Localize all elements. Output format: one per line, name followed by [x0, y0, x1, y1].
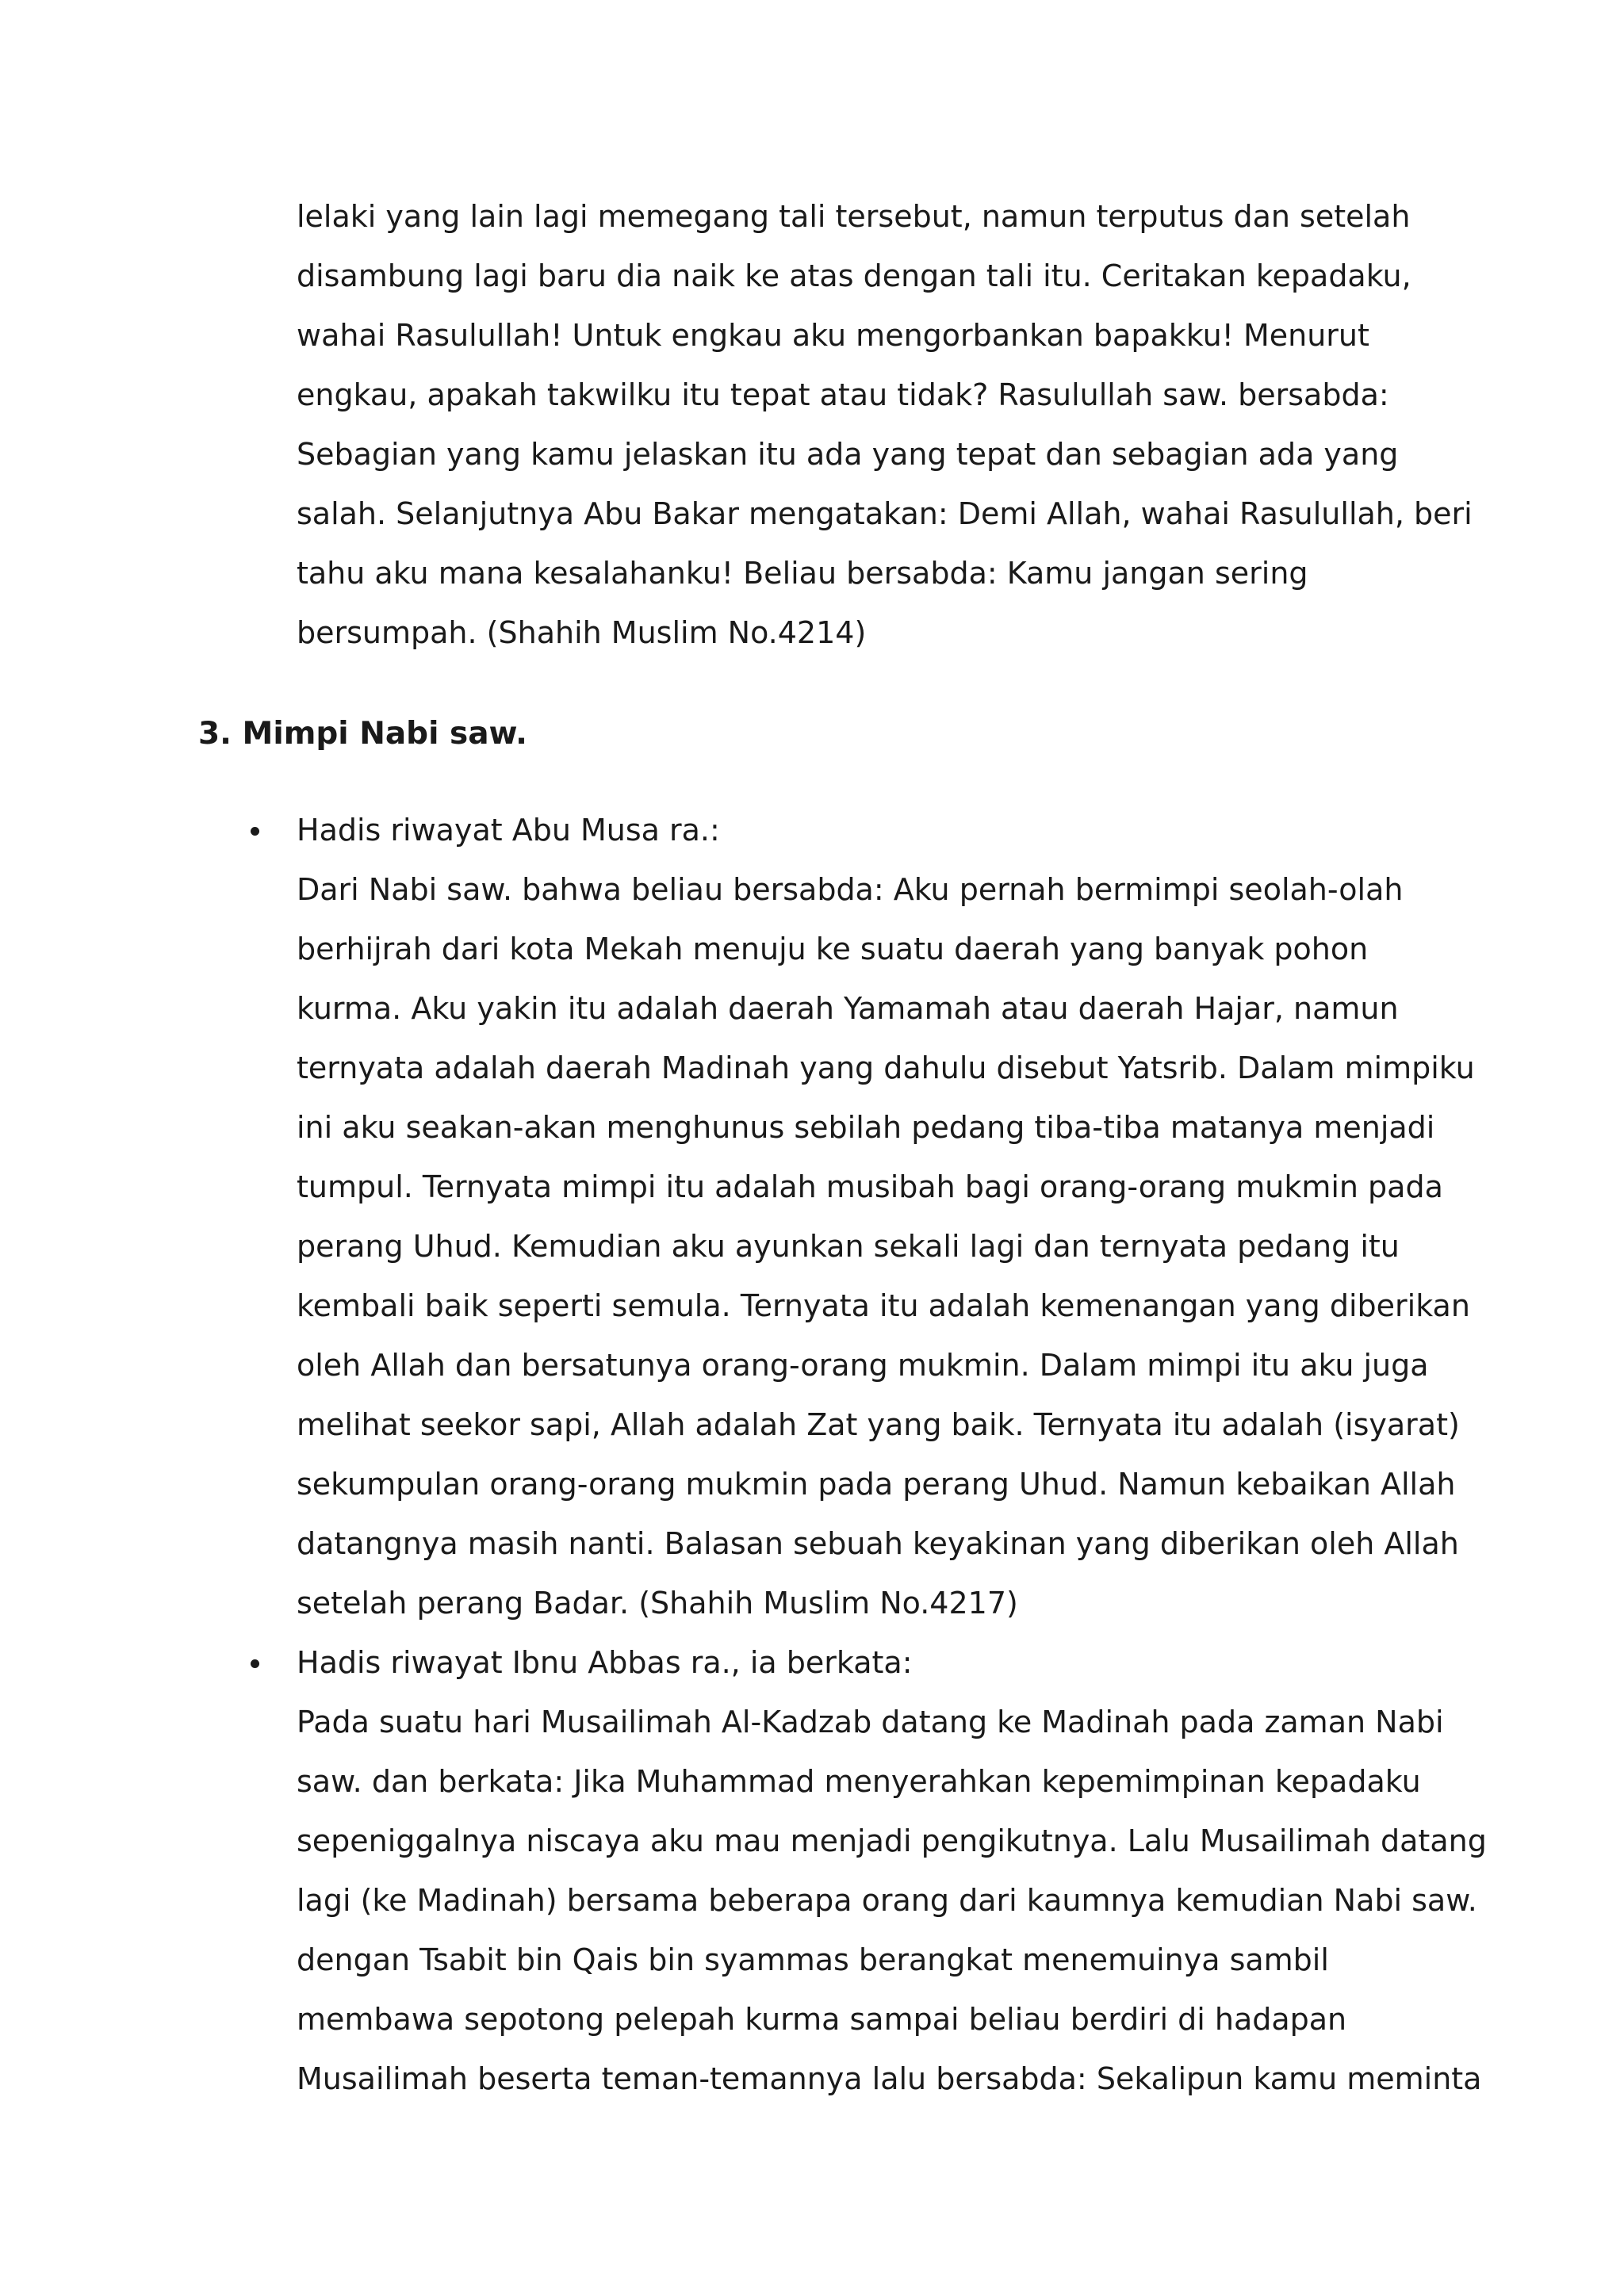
text-line: setelah perang Badar. (Shahih Muslim No.4217) — [297, 1586, 1018, 1621]
text-line: Pada suatu hari Musailimah Al-Kadzab datang ke Madinah pada zaman Nabi — [297, 1705, 1444, 1739]
text-line: kembali baik seperti semula. Ternyata itu adalah kemenangan yang diberikan — [297, 1288, 1470, 1323]
text-line: salah. Selanjutnya Abu Bakar mengatakan: Demi Allah, wahai Rasulullah, beri — [297, 496, 1473, 531]
text-line: datangnya masih nanti. Balasan sebuah keyakinan yang diberikan oleh Allah — [297, 1526, 1459, 1561]
text-line: perang Uhud. Kemudian aku ayunkan sekali lagi dan ternyata pedang itu — [297, 1229, 1400, 1264]
text-line: sepeniggalnya niscaya aku mau menjadi pengikutnya. Lalu Musailimah datang — [297, 1823, 1487, 1858]
text-line: lelaki yang lain lagi memegang tali tersebut, namun terputus dan setelah — [297, 199, 1411, 234]
text-line: Sebagian yang kamu jelaskan itu ada yang tepat dan sebagian ada yang — [297, 437, 1399, 472]
text-line: sekumpulan orang-orang mukmin pada perang Uhud. Namun kebaikan Allah — [297, 1467, 1456, 1502]
text-line: saw. dan berkata: Jika Muhammad menyerahkan kepemimpinan kepadaku — [297, 1764, 1421, 1799]
text-line: tahu aku mana kesalahanku! Beliau bersabda: Kamu jangan sering — [297, 556, 1308, 591]
text-line: dengan Tsabit bin Qais bin syammas berangkat menemuinya sambil — [297, 1942, 1329, 1977]
bullet-icon — [251, 827, 259, 836]
text-line: engkau, apakah takwilku itu tepat atau tidak? Rasulullah saw. bersabda: — [297, 377, 1389, 412]
text-line: Dari Nabi saw. bahwa beliau bersabda: Aku pernah bermimpi seolah-olah — [297, 872, 1404, 907]
hadith-title: Hadis riwayat Ibnu Abbas ra., ia berkata: — [297, 1645, 913, 1680]
hadith-content — [297, 801, 1475, 1633]
text-line: berhijrah dari kota Mekah menuju ke suatu daerah yang banyak pohon — [297, 932, 1369, 966]
hadith-content — [297, 1633, 1487, 2109]
hadith-title: Hadis riwayat Abu Musa ra.: — [297, 813, 720, 848]
text-line: lagi (ke Madinah) bersama beberapa orang dari kaumnya kemudian Nabi saw. — [297, 1883, 1477, 1918]
text-line: kurma. Aku yakin itu adalah daerah Yamamah atau daerah Hajar, namun — [297, 991, 1399, 1026]
text-line: melihat seekor sapi, Allah adalah Zat yang baik. Ternyata itu adalah (isyarat) — [297, 1407, 1460, 1442]
text-line: membawa sepotong pelepah kurma sampai beliau berdiri di hadapan — [297, 2002, 1347, 2037]
text-line: tumpul. Ternyata mimpi itu adalah musibah bagi orang-orang mukmin pada — [297, 1169, 1443, 1204]
paragraph-continuation — [297, 187, 1473, 663]
text-line: disambung lagi baru dia naik ke atas dengan tali itu. Ceritakan kepadaku, — [297, 258, 1411, 293]
bullet-icon — [251, 1659, 259, 1668]
text-line: bersumpah. (Shahih Muslim No.4214) — [297, 615, 867, 650]
text-line: oleh Allah dan bersatunya orang-orang mukmin. Dalam mimpi itu aku juga — [297, 1348, 1429, 1383]
text-line: ini aku seakan-akan menghunus sebilah pedang tiba-tiba matanya menjadi — [297, 1110, 1435, 1145]
text-line: Musailimah beserta teman-temannya lalu bersabda: Sekalipun kamu meminta — [297, 2061, 1482, 2096]
text-line: ternyata adalah daerah Madinah yang dahulu disebut Yatsrib. Dalam mimpiku — [297, 1050, 1475, 1085]
section-heading: 3. Mimpi Nabi saw. — [198, 716, 527, 752]
text-line: wahai Rasulullah! Untuk engkau aku mengorbankan bapakku! Menurut — [297, 318, 1369, 353]
